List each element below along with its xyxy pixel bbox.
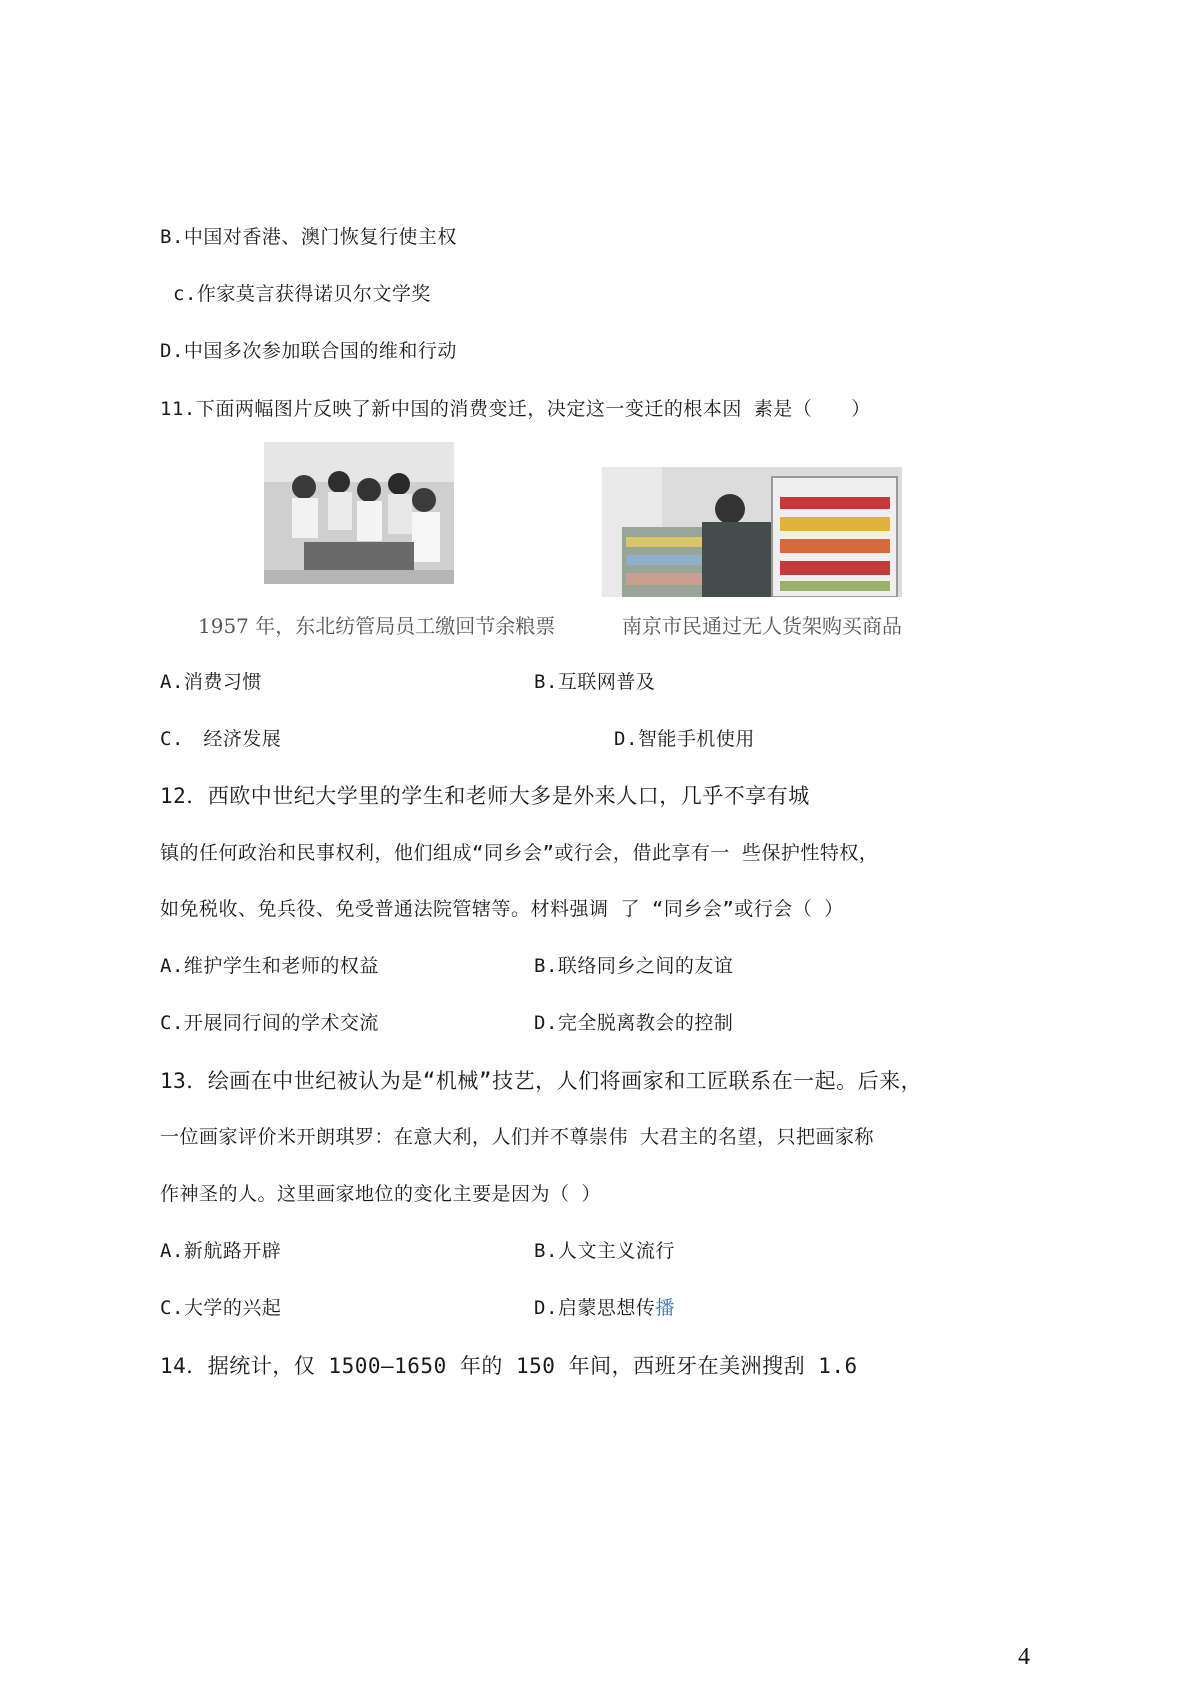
- q12-option-d: D.完全脱离教会的控制: [534, 1012, 734, 1034]
- q13-option-d-text: D.启蒙思想传: [534, 1297, 656, 1319]
- q13-option-d-highlight: 播: [655, 1297, 675, 1319]
- q11-stem: 11.下面两幅图片反映了新中国的消费变迁，决定这一变迁的根本因 素是（ ）: [160, 398, 871, 420]
- q14-line-1: 14．据统计，仅 1500—1650 年的 150 年间，西班牙在美洲搜刮 1.6: [160, 1354, 858, 1378]
- q12-option-b: B.联络同乡之间的友谊: [534, 955, 734, 977]
- grain-coupon-photo: [264, 442, 454, 584]
- q13-option-c: C.大学的兴起: [160, 1297, 282, 1319]
- q12-line-1: 12．西欧中世纪大学里的学生和老师大多是外来人口，几乎不享有城: [160, 784, 810, 808]
- q13-option-d: [534, 1293, 675, 1320]
- q12-line-3: 如免税收、免兵役、免受普通法院管辖等。材料强调 了 “同乡会”或行会（ ）: [160, 898, 844, 920]
- q10-option-c: c.作家莫言获得诺贝尔文学奖: [173, 283, 431, 305]
- q11-figure-1-caption: 1957 年，东北纺管局员工缴回节余粮票: [198, 614, 556, 638]
- q11-option-b: B.互联网普及: [534, 671, 656, 693]
- q13-line-1: 13．绘画在中世纪被认为是“机械”技艺，人们将画家和工匠联系在一起。后来，: [160, 1069, 923, 1093]
- page-number: 4: [1018, 1644, 1030, 1670]
- q11-figure-2: [602, 467, 902, 597]
- q10-option-d: D.中国多次参加联合国的维和行动: [160, 340, 457, 362]
- q12-line-2: 镇的任何政治和民事权利，他们组成“同乡会”或行会，借此享有一 些保护性特权，: [160, 842, 879, 864]
- q13-line-2: 一位画家评价米开朗琪罗：在意大利，人们并不尊崇伟 大君主的名望，只把画家称: [160, 1126, 874, 1148]
- q10-option-b: B.中国对香港、澳门恢复行使主权: [160, 226, 457, 248]
- q13-line-3: 作神圣的人。这里画家地位的变化主要是因为（ ）: [160, 1183, 601, 1205]
- unmanned-shelf-photo: [602, 467, 902, 597]
- q12-option-c: C.开展同行间的学术交流: [160, 1012, 379, 1034]
- q11-figure-2-caption: 南京市民通过无人货架购买商品: [622, 614, 902, 638]
- q13-option-b: B.人文主义流行: [534, 1240, 675, 1262]
- q13-option-a: A.新航路开辟: [160, 1240, 282, 1262]
- q11-option-d: D.智能手机使用: [614, 728, 755, 750]
- q11-option-a: A.消费习惯: [160, 671, 262, 693]
- q12-option-a: A.维护学生和老师的权益: [160, 955, 379, 977]
- q11-option-c: C. 经济发展: [160, 728, 282, 750]
- q11-figure-1: [264, 442, 454, 584]
